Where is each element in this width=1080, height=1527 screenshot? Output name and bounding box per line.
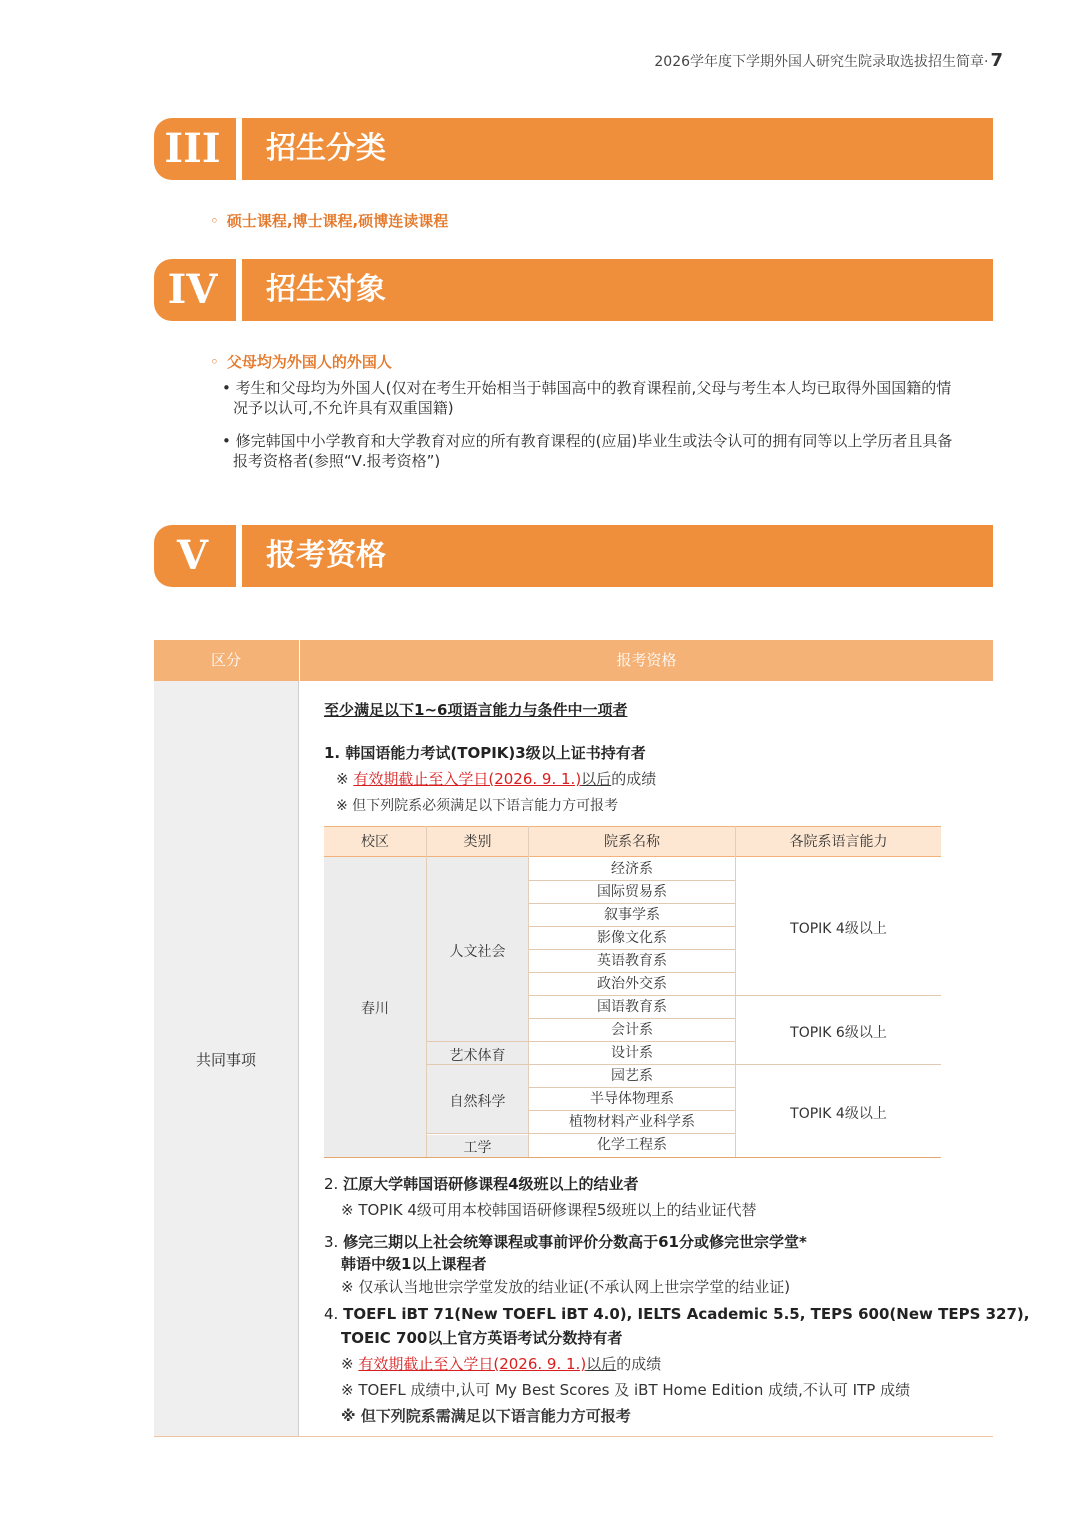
- after-text: 以后: [586, 1355, 617, 1373]
- target-item-1: [222, 378, 997, 418]
- category-engineering: 工学: [463, 1140, 492, 1156]
- section-title: 招生分类: [242, 118, 993, 180]
- target-item-1-line2: 况予以认可,不允许具有双重国籍): [233, 399, 454, 417]
- department-item: 国语教育系: [597, 999, 667, 1015]
- row-label: 共同事项: [195, 1051, 256, 1069]
- section-number: V: [154, 525, 231, 587]
- department-item: 国际贸易系: [597, 884, 667, 900]
- item4-note3: ※ 但下列院系需满足以下语言能力方可报考: [341, 1407, 631, 1425]
- item3-text-line1: 修完三期以上社会统筹课程或事前评价分数高于61分或修完世宗学堂*: [343, 1233, 807, 1251]
- bullet-circle-icon: ◦: [210, 353, 219, 371]
- category-text: 硕士课程,博士课程,硕博连读课程: [226, 212, 449, 230]
- department-item: 植物材料产业科学系: [569, 1114, 695, 1130]
- table-bottom-rule: [154, 1436, 993, 1437]
- department-item: 影像文化系: [597, 930, 667, 946]
- language-level: TOPIK 6级以上: [790, 1025, 887, 1041]
- section-header-3: [154, 118, 993, 180]
- header-category: 区分: [210, 651, 241, 669]
- after-text: 以后: [581, 770, 612, 788]
- score-text: 的成绩: [611, 770, 657, 788]
- page-number: 7: [990, 50, 1003, 71]
- language-level: TOPIK 4级以上: [790, 1106, 887, 1122]
- running-title: 2026学年度下学期外国人研究生院录取选拔招生简章: [654, 54, 985, 70]
- item3-number: 3.: [324, 1233, 339, 1251]
- item4-note2: ※ TOEFL 成绩中,认可 My Best Scores 及 iBT Home Edition 成绩,不认可 ITP 成绩: [341, 1381, 911, 1399]
- item4-title: [324, 1305, 1029, 1323]
- target-item-2: [222, 431, 997, 471]
- reference-mark: ※: [341, 1355, 354, 1373]
- running-header: [654, 50, 1003, 71]
- validity-highlight: 有效期截止至入学日(2026. 9. 1.): [353, 770, 582, 788]
- validity-highlight: 有效期截止至入学日(2026. 9. 1.): [358, 1355, 587, 1373]
- language-level: TOPIK 4级以上: [790, 921, 887, 937]
- item4-number: 4.: [324, 1305, 339, 1323]
- item2-title: [324, 1173, 639, 1194]
- col-department: 院系名称: [604, 834, 660, 850]
- department-item: 园艺系: [611, 1068, 653, 1084]
- department-item: 英语教育系: [597, 953, 667, 969]
- item3-note: ※ 仅承认当地世宗学堂发放的结业证(不承认网上世宗学堂的结业证): [341, 1278, 791, 1296]
- inner-table-header: [324, 826, 941, 857]
- section-number: IV: [154, 259, 231, 321]
- item2-number: 2.: [324, 1175, 339, 1193]
- col-category: 类别: [463, 834, 492, 850]
- target-heading: [210, 351, 392, 372]
- category-science: 自然科学: [449, 1094, 506, 1110]
- category-arts: 艺术体育: [449, 1048, 506, 1064]
- department-item: 设计系: [611, 1045, 653, 1061]
- item2-note: ※ TOPIK 4级可用本校韩国语研修课程5级班以上的结业证代替: [341, 1201, 757, 1219]
- department-item: 会计系: [611, 1022, 653, 1038]
- target-item-2-line2: 报考资格者(参照“Ⅴ.报考资格”): [233, 452, 441, 470]
- row-label-cell: [154, 681, 299, 1437]
- item1-note1: [336, 768, 656, 789]
- target-item-2-line1: • 修完韩国中小学教育和大学教育对应的所有教育课程的(应届)毕业生或法令认可的拥有同等以上学历者且具备: [222, 432, 953, 450]
- department-item: 政治外交系: [597, 976, 667, 992]
- section-title: 招生对象: [242, 259, 993, 321]
- col-language: 各院系语言能力: [789, 834, 888, 850]
- department-item: 经济系: [611, 861, 653, 877]
- department-item: 叙事学系: [604, 907, 660, 923]
- bullet-circle-icon: ◦: [210, 212, 219, 230]
- target-item-1-line1: • 考生和父母均为外国人(仅对在考生开始相当于韩国高中的教育课程前,父母与考生本人均已取得外国国籍的情: [222, 379, 952, 397]
- reference-mark: ※: [336, 770, 349, 788]
- campus-name: 春川: [361, 1001, 389, 1017]
- department-item: 化学工程系: [597, 1137, 667, 1153]
- col-campus: 校区: [361, 834, 389, 850]
- category-line: [210, 210, 448, 231]
- target-heading-text: 父母均为外国人的外国人: [226, 353, 392, 371]
- item4-note1: [341, 1353, 661, 1374]
- item4-text-line2: TOEIC 700以上官方英语考试分数持有者: [341, 1329, 623, 1347]
- table-header: [154, 640, 993, 681]
- header-qualification: 报考资格: [299, 640, 993, 681]
- item2-text: 江原大学韩国语研修课程4级班以上的结业者: [343, 1175, 639, 1193]
- category-humanities: 人文社会: [449, 944, 506, 960]
- language-requirement-table: [324, 826, 941, 1158]
- item3-text-line2: 韩语中级1以上课程者: [341, 1255, 487, 1273]
- department-item: 半导体物理系: [590, 1091, 674, 1107]
- item1-note2: ※ 但下列院系必须满足以下语言能力方可报考: [336, 798, 619, 814]
- item4-text-line1: TOEFL iBT 71(New TOEFL iBT 4.0), IELTS Academic 5.5, TEPS 600(New TEPS 327),: [343, 1305, 1030, 1323]
- section-title: 报考资格: [242, 525, 993, 587]
- item1-title: 1. 韩国语能力考试(TOPIK)3级以上证书持有者: [324, 744, 646, 762]
- item3-title: [324, 1231, 807, 1252]
- section-header-4: [154, 259, 993, 321]
- score-text: 的成绩: [616, 1355, 662, 1373]
- qualification-intro: 至少满足以下1~6项语言能力与条件中一项者: [324, 701, 628, 719]
- section-number: III: [154, 118, 231, 180]
- section-header-5: [154, 525, 993, 587]
- header-separator: ·: [984, 54, 989, 70]
